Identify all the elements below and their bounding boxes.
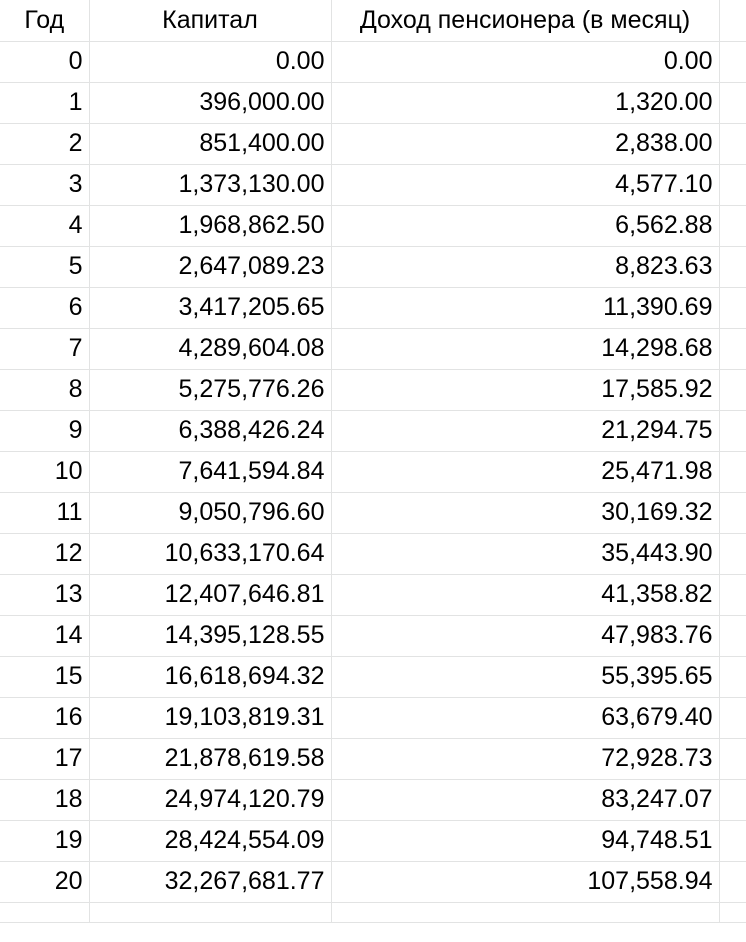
- cell-income[interactable]: 94,748.51: [331, 820, 719, 861]
- cell-income[interactable]: 14,298.68: [331, 328, 719, 369]
- table-row: [0, 287, 746, 328]
- cell-income[interactable]: 2,838.00: [331, 123, 719, 164]
- cell-capital[interactable]: 0.00: [89, 41, 331, 82]
- cell-year[interactable]: 10: [0, 451, 89, 492]
- cell-capital[interactable]: 19,103,819.31: [89, 697, 331, 738]
- empty-cell[interactable]: [719, 492, 746, 533]
- cell-year[interactable]: 13: [0, 574, 89, 615]
- cell-income[interactable]: 47,983.76: [331, 615, 719, 656]
- header-row: [0, 0, 746, 41]
- cell-capital[interactable]: 6,388,426.24: [89, 410, 331, 451]
- cell-year[interactable]: 4: [0, 205, 89, 246]
- cell-capital[interactable]: 9,050,796.60: [89, 492, 331, 533]
- empty-cell[interactable]: [719, 287, 746, 328]
- cell-capital[interactable]: 5,275,776.26: [89, 369, 331, 410]
- cell-year[interactable]: 17: [0, 738, 89, 779]
- empty-cell[interactable]: [719, 328, 746, 369]
- cell-capital[interactable]: 14,395,128.55: [89, 615, 331, 656]
- empty-cell[interactable]: [719, 779, 746, 820]
- cell-year[interactable]: 9: [0, 410, 89, 451]
- empty-cell[interactable]: [719, 738, 746, 779]
- cell-year[interactable]: 7: [0, 328, 89, 369]
- table-row: [0, 697, 746, 738]
- cell-income[interactable]: 21,294.75: [331, 410, 719, 451]
- cell-income[interactable]: 55,395.65: [331, 656, 719, 697]
- table-row: [0, 369, 746, 410]
- empty-cell[interactable]: [719, 451, 746, 492]
- cell-year[interactable]: 14: [0, 615, 89, 656]
- cell-capital[interactable]: 21,878,619.58: [89, 738, 331, 779]
- cell-capital[interactable]: 1,968,862.50: [89, 205, 331, 246]
- cell-income[interactable]: 41,358.82: [331, 574, 719, 615]
- empty-cell[interactable]: [719, 615, 746, 656]
- cell-year[interactable]: 2: [0, 123, 89, 164]
- empty-cell[interactable]: [719, 574, 746, 615]
- cell-capital[interactable]: 396,000.00: [89, 82, 331, 123]
- table-row: [0, 410, 746, 451]
- table-row: [0, 861, 746, 902]
- cell-income[interactable]: 4,577.10: [331, 164, 719, 205]
- cell-year[interactable]: 16: [0, 697, 89, 738]
- empty-cell[interactable]: [719, 123, 746, 164]
- empty-cell[interactable]: [719, 164, 746, 205]
- table-row: [0, 656, 746, 697]
- empty-cell[interactable]: [719, 656, 746, 697]
- table-row: [0, 205, 746, 246]
- cell-income[interactable]: 8,823.63: [331, 246, 719, 287]
- cell-year[interactable]: 19: [0, 820, 89, 861]
- cell-capital[interactable]: 28,424,554.09: [89, 820, 331, 861]
- cell-capital[interactable]: 24,974,120.79: [89, 779, 331, 820]
- cell-income[interactable]: 63,679.40: [331, 697, 719, 738]
- cell-capital[interactable]: 12,407,646.81: [89, 574, 331, 615]
- cell-capital[interactable]: 2,647,089.23: [89, 246, 331, 287]
- table-row: [0, 820, 746, 861]
- empty-cell[interactable]: [331, 902, 719, 922]
- cell-capital[interactable]: 3,417,205.65: [89, 287, 331, 328]
- table-row: [0, 82, 746, 123]
- table-row: [0, 246, 746, 287]
- empty-cell[interactable]: [719, 533, 746, 574]
- table-row: [0, 779, 746, 820]
- cell-year[interactable]: 20: [0, 861, 89, 902]
- table-row: [0, 451, 746, 492]
- cell-year[interactable]: 12: [0, 533, 89, 574]
- table-row: [0, 738, 746, 779]
- cell-income[interactable]: 25,471.98: [331, 451, 719, 492]
- empty-cell[interactable]: [719, 0, 746, 41]
- cell-year[interactable]: 3: [0, 164, 89, 205]
- table-row: [0, 123, 746, 164]
- table-row: [0, 615, 746, 656]
- cell-year[interactable]: 5: [0, 246, 89, 287]
- empty-cell[interactable]: [719, 410, 746, 451]
- cell-capital[interactable]: 16,618,694.32: [89, 656, 331, 697]
- table-body: [0, 41, 746, 922]
- table-row: [0, 41, 746, 82]
- cell-income[interactable]: 30,169.32: [331, 492, 719, 533]
- empty-cell[interactable]: [719, 82, 746, 123]
- cell-year[interactable]: 1: [0, 82, 89, 123]
- cell-income[interactable]: 107,558.94: [331, 861, 719, 902]
- table-row-empty: [0, 902, 746, 922]
- empty-cell[interactable]: [0, 902, 89, 922]
- cell-year[interactable]: 6: [0, 287, 89, 328]
- cell-capital[interactable]: 10,633,170.64: [89, 533, 331, 574]
- empty-cell[interactable]: [89, 902, 331, 922]
- header-cell-capital[interactable]: Капитал: [89, 0, 331, 41]
- cell-income[interactable]: 1,320.00: [331, 82, 719, 123]
- table-row: [0, 492, 746, 533]
- empty-cell[interactable]: [719, 41, 746, 82]
- cell-capital[interactable]: 7,641,594.84: [89, 451, 331, 492]
- cell-capital[interactable]: 4,289,604.08: [89, 328, 331, 369]
- cell-income[interactable]: 11,390.69: [331, 287, 719, 328]
- cell-income[interactable]: 72,928.73: [331, 738, 719, 779]
- cell-year[interactable]: 8: [0, 369, 89, 410]
- empty-cell[interactable]: [719, 697, 746, 738]
- table-row: [0, 328, 746, 369]
- table-row: [0, 574, 746, 615]
- cell-year[interactable]: 18: [0, 779, 89, 820]
- cell-income[interactable]: 6,562.88: [331, 205, 719, 246]
- empty-cell[interactable]: [719, 861, 746, 902]
- cell-income[interactable]: 17,585.92: [331, 369, 719, 410]
- header-cell-year[interactable]: Год: [0, 0, 89, 41]
- empty-cell[interactable]: [719, 902, 746, 922]
- empty-cell[interactable]: [719, 369, 746, 410]
- cell-income[interactable]: 0.00: [331, 41, 719, 82]
- table-row: [0, 533, 746, 574]
- cell-year[interactable]: 0: [0, 41, 89, 82]
- cell-year[interactable]: 11: [0, 492, 89, 533]
- table-row: [0, 164, 746, 205]
- header-cell-income[interactable]: Доход пенсионера (в месяц): [331, 0, 719, 41]
- empty-cell[interactable]: [719, 820, 746, 861]
- cell-income[interactable]: 35,443.90: [331, 533, 719, 574]
- cell-capital[interactable]: 1,373,130.00: [89, 164, 331, 205]
- cell-capital[interactable]: 32,267,681.77: [89, 861, 331, 902]
- cell-year[interactable]: 15: [0, 656, 89, 697]
- cell-income[interactable]: 83,247.07: [331, 779, 719, 820]
- empty-cell[interactable]: [719, 246, 746, 287]
- empty-cell[interactable]: [719, 205, 746, 246]
- cell-capital[interactable]: 851,400.00: [89, 123, 331, 164]
